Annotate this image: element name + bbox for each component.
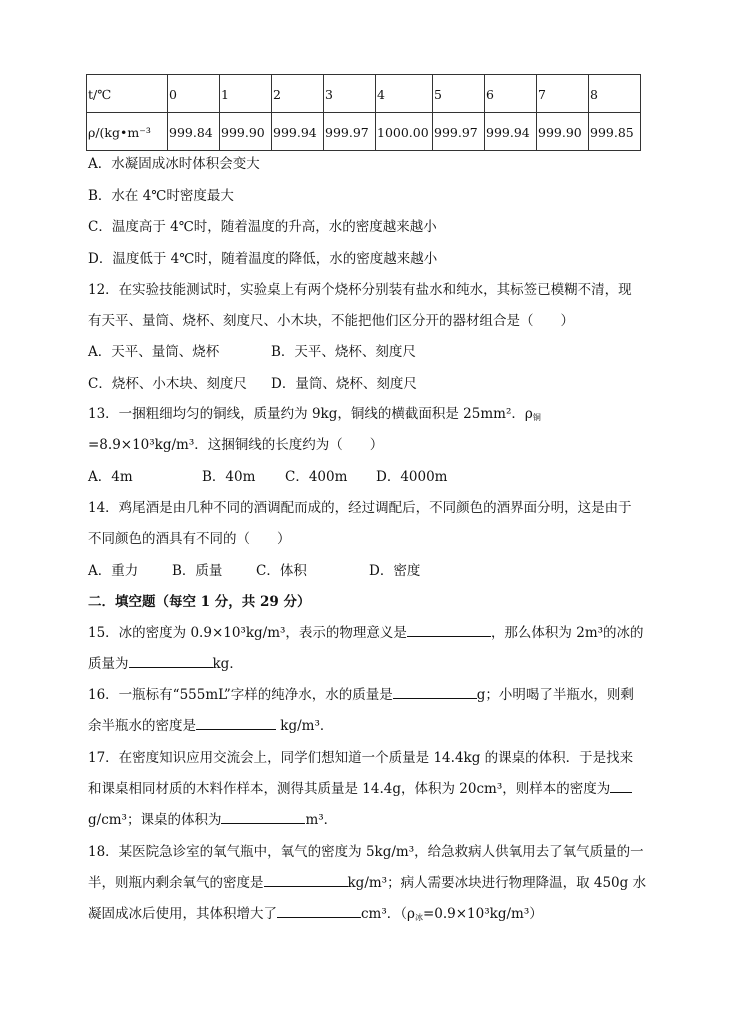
q12-option-a: A．天平、量筒、烧杯 [88,344,220,360]
section-heading: 二．填空题（每空 1 分，共 29 分） [88,594,311,610]
q16-answer-blank-1[interactable] [393,686,477,699]
q18-text-3: 凝固成冰后使用，其体积增大了 [88,906,277,922]
q18-text-4: cm³．（ρ [361,906,415,922]
q18-answer-blank-2[interactable] [277,905,361,918]
q14-stem-line2: 不同颜色的酒具有不同的（ ） [88,531,291,547]
q14-option-d: D．密度 [369,563,421,579]
q12-stem-line1: 12．在实验技能测试时，实验桌上有两个烧杯分别装有盐水和纯水，其标签已模糊不清，现 [88,282,632,298]
temp-cell: 4 [376,75,433,113]
q18-text-5: =0.9×10³kg/m³） [422,906,543,922]
q18-rho-subscript: 冰 [414,913,423,922]
q18-line3 [88,905,543,927]
q13-stem-text: 13．一捆粗细均匀的铜线，质量约为 9kg，铜线的横截面积是 25mm²．ρ [88,406,533,422]
temp-cell: 3 [324,75,376,113]
q18-answer-blank-1[interactable] [264,874,348,887]
density-cell: 999.97 [324,113,376,151]
q12-option-b: B．天平、烧杯、刻度尺 [271,344,416,360]
q13-options [88,468,448,486]
q15-line2 [88,655,243,673]
density-cell: 1000.00 [376,113,433,151]
q16-text-4: kg/m³． [276,718,334,734]
q14-option-c: C．体积 [256,563,307,579]
q13-option-a: A．4m [88,469,133,485]
q13-rho-subscript: 铜 [532,413,541,422]
q12-options-row2 [88,375,417,393]
q13-option-b: B．40m [202,469,256,485]
temp-cell: 2 [272,75,324,113]
q16-text-3: 余半瓶水的密度是 [88,718,196,734]
q16-text-1: 16．一瓶标有“555mL”字样的纯净水，水的质量是 [88,687,393,703]
q11-option-d: D．温度低于 4℃时，随着温度的降低，水的密度越来越小 [88,251,438,267]
temperature-header: t/℃ [87,75,168,113]
q12-option-d: D．量筒、烧杯、刻度尺 [271,376,417,392]
q15-answer-blank-1[interactable] [407,624,491,637]
q18-line1: 18．某医院急诊室的氧气瓶中，氧气的密度为 5kg/m³，给急救病人供氧用去了氧气质量的一 [88,844,644,860]
q16-line2 [88,717,333,735]
q17-text-1: 和课桌相同材质的木料作样本，测得其质量是 14.4g，体积为 20cm³，则样本的密度为 [88,781,611,797]
q17-line1: 17．在密度知识应用交流会上，同学们想知道一个质量是 14.4kg 的课桌的体积．于是找来 [88,750,634,766]
q15-text-2: ，那么体积为 2m³的冰的 [490,625,644,641]
density-header: ρ/(kg•m⁻³ [87,113,168,151]
q17-answer-blank-2[interactable] [221,811,305,824]
q14-stem-line1: 14．鸡尾酒是由几种不同的酒调配而成的，经过调配后，不同颜色的酒界面分明，这是由于 [88,500,632,516]
temp-cell: 0 [168,75,220,113]
q13-option-c: C．400m [285,469,348,485]
q14-options [88,562,421,580]
q18-text-2: kg/m³；病人需要冰块进行物理降温，取 450g 水 [347,875,647,891]
temp-cell: 7 [537,75,589,113]
q17-line2 [88,780,632,798]
q15-answer-blank-2[interactable] [129,655,213,668]
q14-option-b: B．质量 [172,563,223,579]
temp-cell: 5 [433,75,485,113]
q11-option-c: C．温度高于 4℃时，随着温度的升高，水的密度越来越小 [88,219,437,235]
density-cell: 999.90 [220,113,272,151]
q16-line1 [88,686,634,704]
q11-option-b: B．水在 4℃时密度最大 [88,188,234,204]
density-cell: 999.97 [433,113,485,151]
q17-line3 [88,811,337,829]
density-row [87,113,641,151]
q11-option-a: A．水凝固成冰时体积会变大 [88,156,260,172]
density-cell: 999.94 [485,113,537,151]
q15-text-4: kg． [212,656,243,672]
temp-cell: 1 [220,75,272,113]
temp-cell: 6 [485,75,537,113]
q17-text-3: m³． [305,812,338,828]
q15-line1 [88,624,644,642]
q18-text-1: 半，则瓶内剩余氧气的密度是 [88,875,264,891]
density-cell: 999.85 [589,113,641,151]
q13-stem-line2: =8.9×10³kg/m³．这捆铜线的长度约为（ ） [88,437,384,453]
q16-text-2: g；小明喝了半瓶水，则剩 [476,687,634,703]
q15-text-1: 15．冰的密度为 0.9×10³kg/m³，表示的物理意义是 [88,625,407,641]
q16-answer-blank-2[interactable] [196,717,276,730]
water-density-table [86,74,641,151]
q12-option-c: C．烧杯、小木块、刻度尺 [88,376,247,392]
q13-stem-line1 [88,405,541,427]
q17-text-2: g/cm³；课桌的体积为 [88,812,222,828]
temperature-row [87,75,641,113]
q12-stem-line2: 有天平、量筒、烧杯、刻度尺、小木块，不能把他们区分开的器材组合是（ ） [88,313,574,329]
temp-cell: 8 [589,75,641,113]
q12-options-row1 [88,343,416,361]
density-cell: 999.84 [168,113,220,151]
q15-text-3: 质量为 [88,656,129,672]
density-cell: 999.90 [537,113,589,151]
q13-option-d: D．4000m [376,469,448,485]
q14-option-a: A．重力 [88,563,139,579]
q17-answer-blank-1[interactable] [610,780,632,793]
q18-line2 [88,874,646,892]
density-cell: 999.94 [272,113,324,151]
